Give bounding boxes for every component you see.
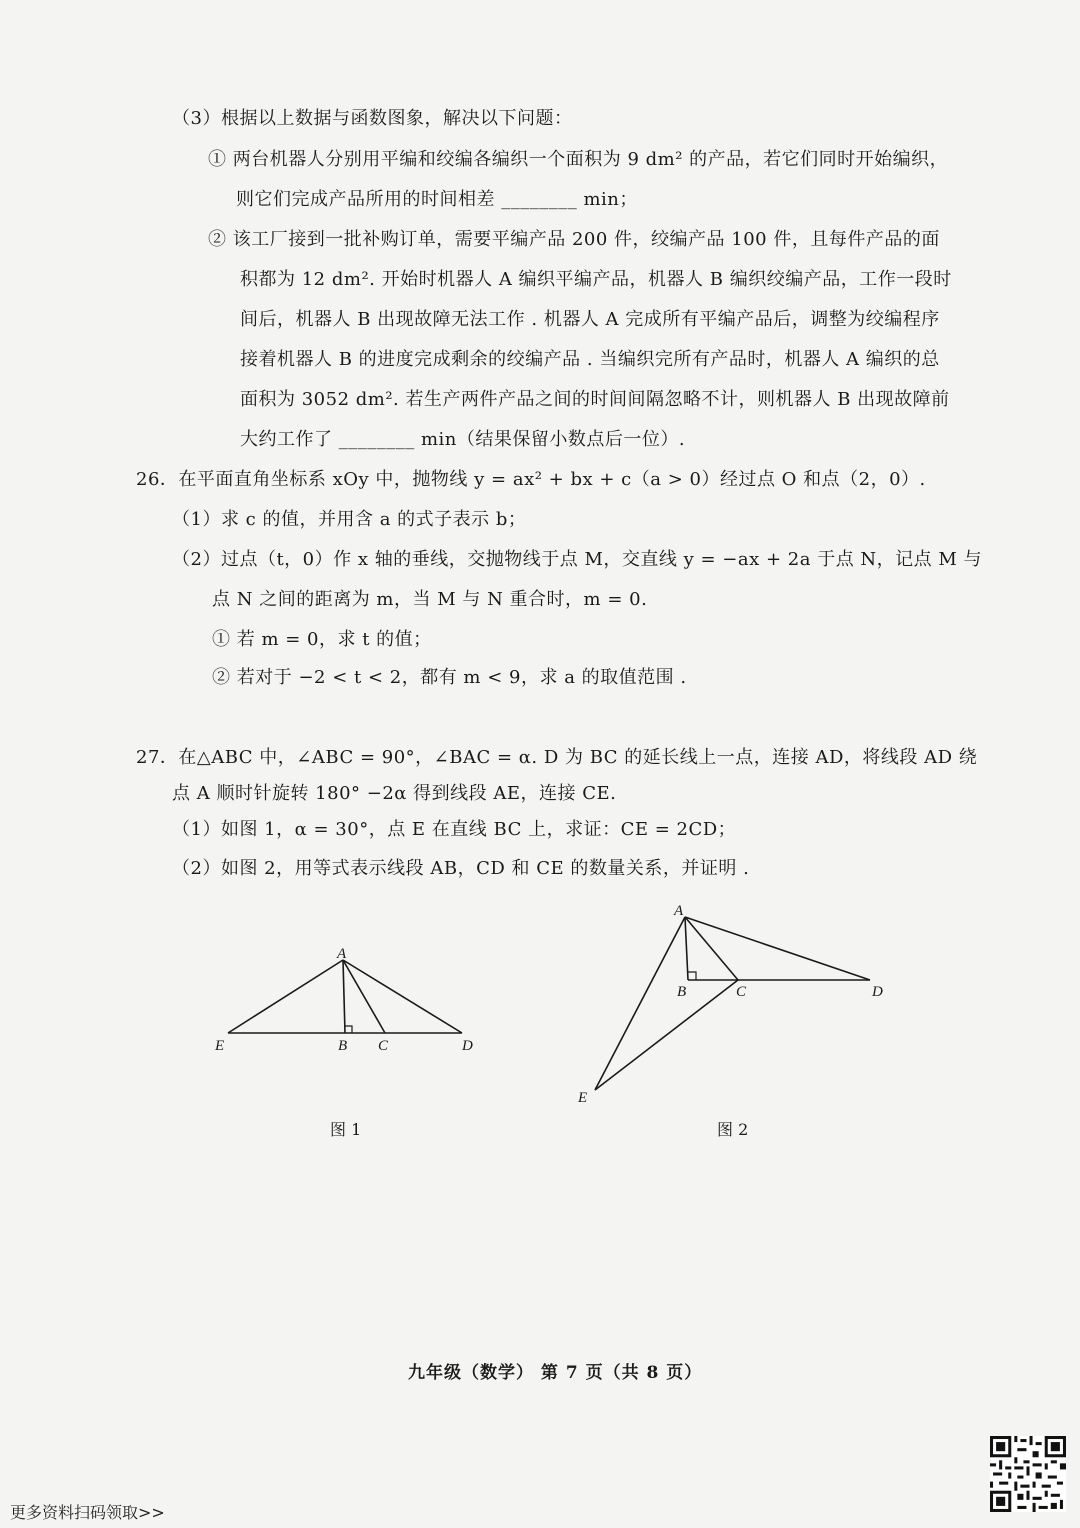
fig2-caption: 图 2: [717, 1120, 749, 1139]
fig1-label-a: A: [337, 946, 347, 962]
fig1-label-d: D: [462, 1038, 473, 1054]
q26-sub2: ② 若对于 −2 < t < 2，都有 m < 9，求 a 的取值范围 .: [212, 667, 687, 688]
q25-sub1-line2: 则它们完成产品所用的时间相差 ________ min；: [236, 189, 638, 210]
q26-stem: 26．在平面直角坐标系 xOy 中，抛物线 y = ax² + bx + c（a > 0）经过点 O 和点（2，0）.: [136, 469, 926, 490]
fig1-label-b: B: [338, 1038, 348, 1054]
q26-sub1: ① 若 m = 0，求 t 的值；: [212, 629, 432, 650]
fig1-line-ae: [228, 960, 343, 1033]
q27-part1: （1）如图 1，α = 30°，点 E 在直线 BC 上，求证：CE = 2CD；: [172, 819, 737, 840]
q25-sub2-line3: 间后，机器人 B 出现故障无法工作 . 机器人 A 完成所有平编产品后，调整为绞编程序: [240, 309, 940, 330]
fig2-label-a: A: [674, 903, 684, 919]
fig2-line-ab: [685, 917, 688, 980]
fig1-right-angle: [345, 1026, 352, 1033]
fig1-line-ab: [343, 960, 345, 1033]
q27-part2: （2）如图 2，用等式表示线段 AB，CD 和 CE 的数量关系，并证明 .: [172, 858, 750, 879]
fig1-label-e: E: [215, 1038, 225, 1054]
fig1-label-c: C: [378, 1038, 389, 1054]
figure-2: [570, 895, 900, 1110]
q26-part2-line1: （2）过点（t，0）作 x 轴的垂线，交抛物线于点 M，交直线 y = −ax + 2a 于点 N，记点 M 与: [172, 549, 983, 570]
q25-sub2-line5: 面积为 3052 dm². 若生产两件产品之间的时间间隔忽略不计，则机器人 B 出现故障前: [240, 389, 950, 410]
fig1-line-ad: [343, 960, 462, 1033]
q25-sub2-line4: 接着机器人 B 的进度完成剩余的绞编产品 . 当编织完所有产品时，机器人 A 编织的总: [240, 349, 940, 370]
q27-stem-line2: 点 A 顺时针旋转 180° −2α 得到线段 AE，连接 CE.: [172, 783, 617, 804]
figure-1: [200, 930, 490, 1070]
fig2-line-ce: [595, 980, 738, 1090]
q25-part3-intro: （3）根据以上数据与函数图象，解决以下问题：: [172, 108, 573, 129]
q25-sub2-line2: 积都为 12 dm². 开始时机器人 A 编织平编产品，机器人 B 编织绞编产品，工作一段时: [240, 269, 952, 290]
fig2-right-angle: [688, 972, 696, 980]
page-footer: 九年级（数学） 第 7 页（共 8 页）: [408, 1363, 703, 1383]
fig2-line-ae: [595, 917, 685, 1090]
fig1-caption: 图 1: [330, 1120, 362, 1139]
q25-sub2-line1: ② 该工厂接到一批补购订单，需要平编产品 200 件，绞编产品 100 件，且每件产品的面: [208, 229, 940, 250]
q26-part2-line2: 点 N 之间的距离为 m，当 M 与 N 重合时，m = 0.: [212, 589, 648, 610]
fig1-line-ac: [343, 960, 385, 1033]
fig2-label-d: D: [872, 984, 883, 1000]
q25-sub2-line6: 大约工作了 ________ min（结果保留小数点后一位）.: [240, 429, 686, 450]
fig2-label-b: B: [677, 984, 687, 1000]
qr-code-icon[interactable]: [990, 1436, 1066, 1512]
promo-text[interactable]: 更多资料扫码领取>>: [10, 1503, 165, 1522]
q27-stem-line1: 27．在△ABC 中，∠ABC = 90°，∠BAC = α. D 为 BC 的延长线上一点，连接 AD，将线段 AD 绕: [136, 747, 978, 768]
fig2-line-ad: [685, 917, 870, 980]
fig2-label-e: E: [578, 1090, 588, 1106]
q25-sub1-line1: ① 两台机器人分别用平编和绞编各编织一个面积为 9 dm² 的产品，若它们同时开始编织，: [208, 149, 949, 170]
fig2-label-c: C: [736, 984, 747, 1000]
q26-part1: （1）求 c 的值，并用含 a 的式子表示 b；: [172, 509, 527, 530]
